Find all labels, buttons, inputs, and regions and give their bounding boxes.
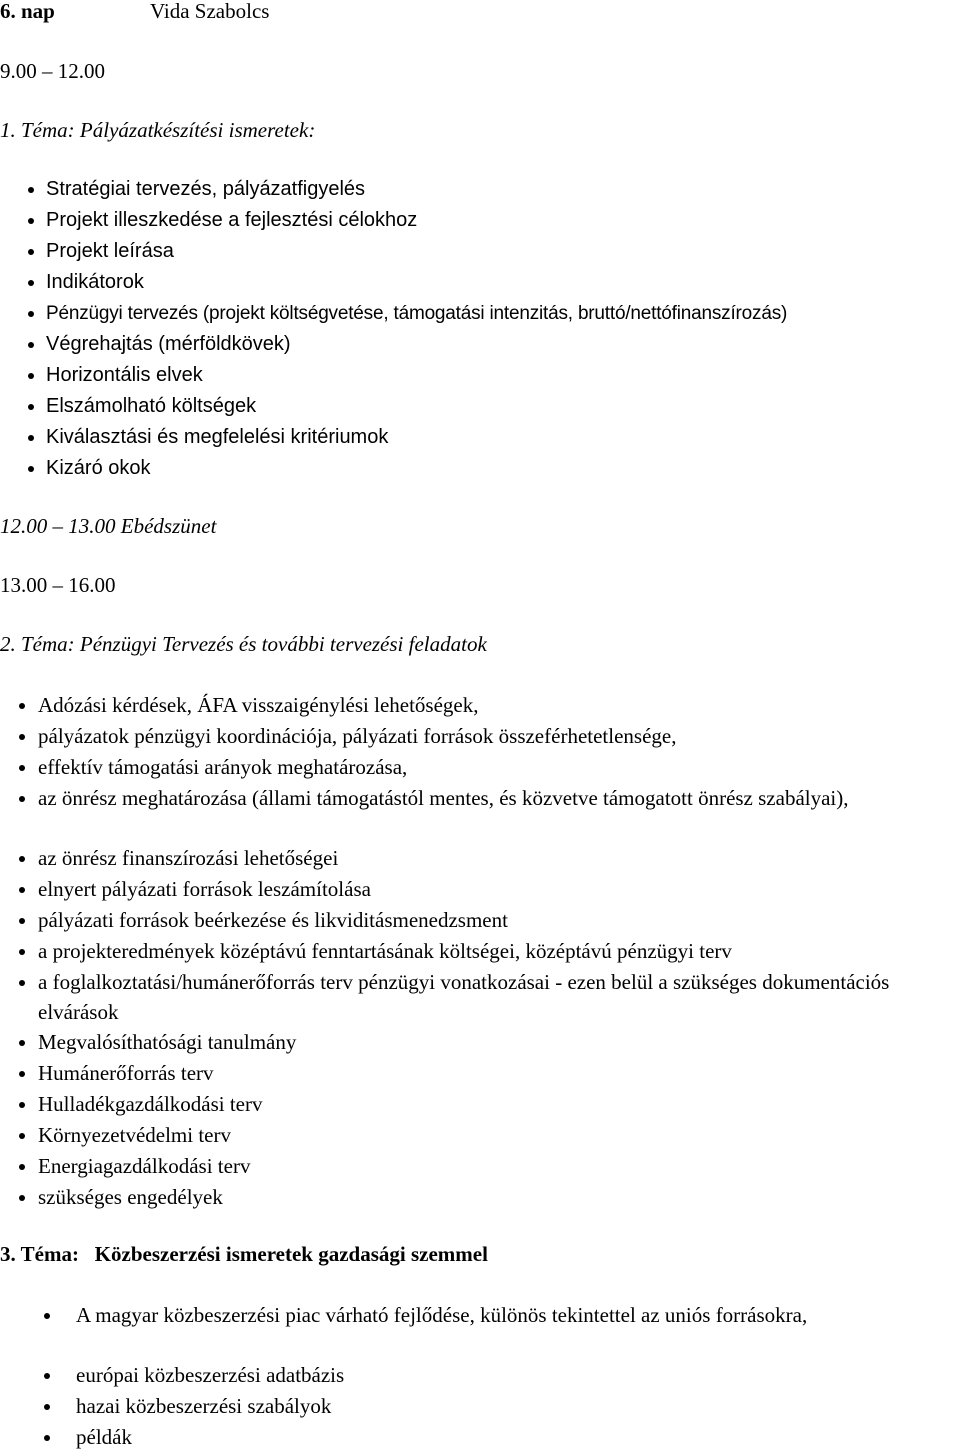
list-item: az önrész finanszírozási lehetőségei: [0, 843, 960, 874]
session-time-afternoon: 13.00 – 16.00: [0, 573, 116, 597]
list-item: Környezetvédelmi terv: [0, 1120, 960, 1151]
list-item: Adózási kérdések, ÁFA visszaigénylési lehetőségek,: [0, 690, 960, 721]
bullet-icon: [19, 887, 25, 893]
bullet-icon: [28, 466, 34, 472]
bullet-icon: [19, 1133, 25, 1139]
bullet-icon: [28, 249, 34, 255]
bullet-icon: [28, 280, 34, 286]
lunch-break: 12.00 – 13.00 Ebédszünet: [0, 514, 217, 538]
day-label: 6. nap: [0, 0, 55, 23]
bullet-icon: [28, 187, 34, 193]
list-item: Végrehajtás (mérföldkövek): [0, 329, 960, 360]
bullet-icon: [44, 1313, 50, 1319]
topic-3-title: 3. Téma: Közbeszerzési ismeretek gazdasági szemmel: [0, 1242, 488, 1266]
bullet-icon: [28, 435, 34, 441]
bullet-icon: [19, 765, 25, 771]
bullet-icon: [19, 1164, 25, 1170]
bullet-icon: [28, 404, 34, 410]
bullet-icon: [19, 1071, 25, 1077]
topic-2-title: 2. Téma: Pénzügyi Tervezés és további tervezési feladatok: [0, 632, 487, 656]
session-time-morning: 9.00 – 12.00: [0, 59, 105, 83]
list-item: elnyert pályázati források leszámítolása: [0, 874, 960, 905]
bullet-icon: [28, 311, 34, 317]
bullet-icon: [19, 980, 25, 986]
list-item: pályázatok pénzügyi koordinációja, pályázati források összeférhetetlensége,: [0, 721, 960, 752]
bullet-icon: [44, 1404, 50, 1410]
topic-1-title: 1. Téma: Pályázatkészítési ismeretek:: [0, 118, 316, 142]
bullet-icon: [44, 1435, 50, 1441]
topic-2-list: [0, 690, 960, 1213]
topic-1-list: [0, 174, 960, 484]
list-item: szükséges engedélyek: [0, 1182, 960, 1213]
bullet-icon: [28, 373, 34, 379]
list-item: Kizáró okok: [0, 453, 960, 484]
bullet-icon: [19, 1195, 25, 1201]
list-item: példák: [0, 1422, 960, 1453]
bullet-icon: [28, 218, 34, 224]
list-item: Horizontális elvek: [0, 360, 960, 391]
bullet-icon: [19, 856, 25, 862]
bullet-icon: [44, 1373, 50, 1379]
list-item: A magyar közbeszerzési piac várható fejlődése, különös tekintettel az uniós forrásokra,: [0, 1300, 960, 1360]
list-item: Elszámolható költségek: [0, 391, 960, 422]
list-item: Energiagazdálkodási terv: [0, 1151, 960, 1182]
list-item: a projekteredmények középtávú fenntartásának költségei, középtávú pénzügyi terv: [0, 936, 960, 967]
list-item: effektív támogatási arányok meghatározása,: [0, 752, 960, 783]
list-item: Kiválasztási és megfelelési kritériumok: [0, 422, 960, 453]
bullet-icon: [28, 342, 34, 348]
presenter-name: Vida Szabolcs: [150, 0, 270, 23]
bullet-icon: [19, 734, 25, 740]
list-item: Projekt leírása: [0, 236, 960, 267]
list-item: Megvalósíthatósági tanulmány: [0, 1027, 960, 1058]
list-item: Projekt illeszkedése a fejlesztési célokhoz: [0, 205, 960, 236]
bullet-icon: [19, 1040, 25, 1046]
list-item: Hulladékgazdálkodási terv: [0, 1089, 960, 1120]
list-item: pályázati források beérkezése és likviditásmenedzsment: [0, 905, 960, 936]
list-item: az önrész meghatározása (állami támogatástól mentes, és közvetve támogatott önrész szabályai),: [0, 783, 960, 843]
list-item: Stratégiai tervezés, pályázatfigyelés: [0, 174, 960, 205]
bullet-icon: [19, 703, 25, 709]
bullet-icon: [19, 1102, 25, 1108]
bullet-icon: [19, 918, 25, 924]
list-item: hazai közbeszerzési szabályok: [0, 1391, 960, 1422]
list-item: a foglalkoztatási/humánerőforrás terv pénzügyi vonatkozásai - ezen belül a szükséges dokumentációs elvárások: [0, 967, 960, 1027]
list-item: Indikátorok: [0, 267, 960, 298]
bullet-icon: [19, 796, 25, 802]
bullet-icon: [19, 949, 25, 955]
list-item: európai közbeszerzési adatbázis: [0, 1360, 960, 1391]
topic-3-list: [0, 1300, 960, 1453]
list-item: Pénzügyi tervezés (projekt költségvetése, támogatási intenzitás, bruttó/nettófinanszírozás): [0, 298, 960, 329]
list-item: Humánerőforrás terv: [0, 1058, 960, 1089]
